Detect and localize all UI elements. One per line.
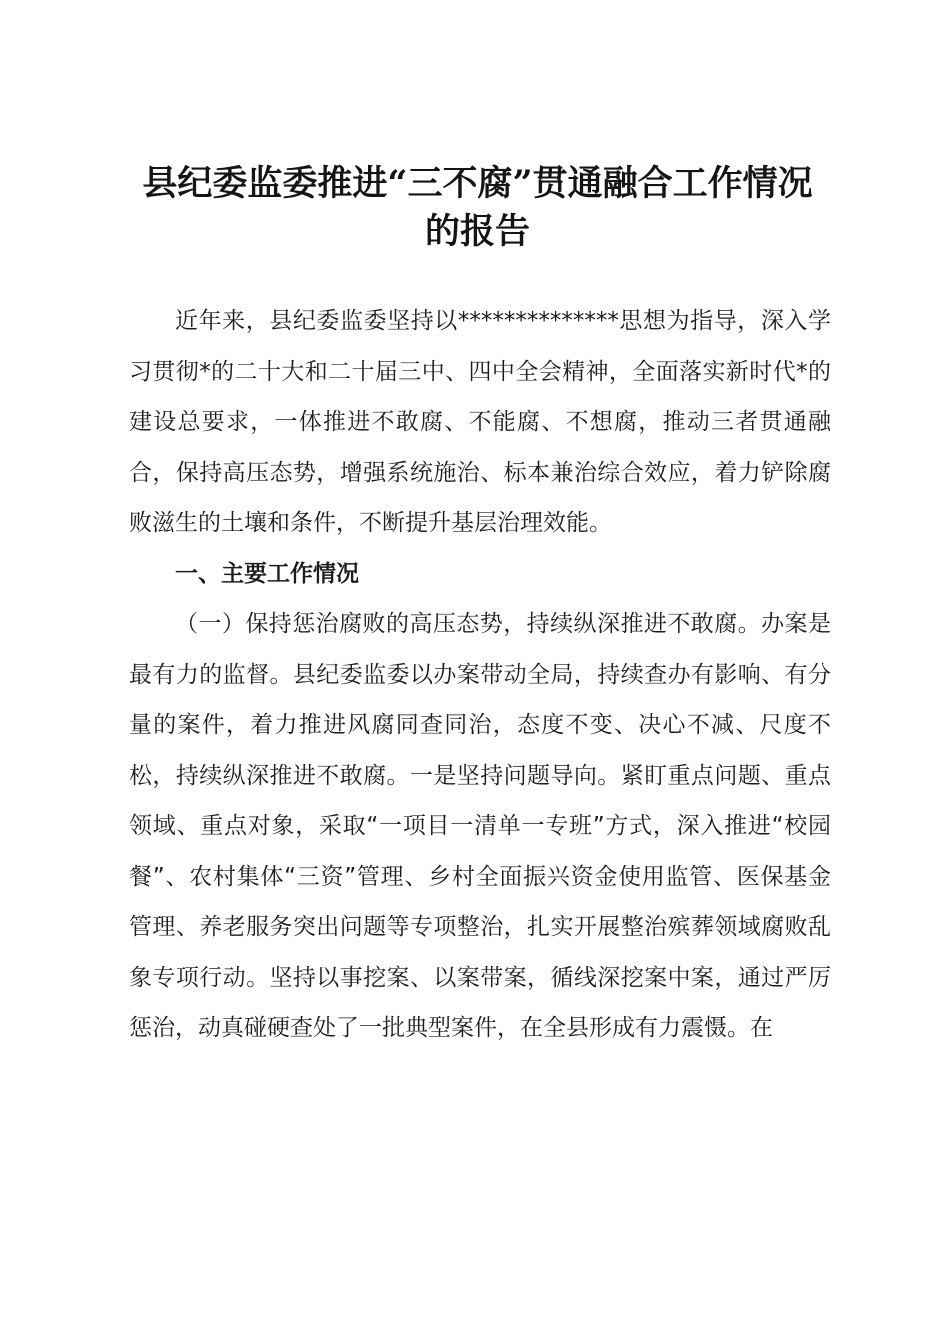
section-heading: 一、主要工作情况 bbox=[175, 560, 359, 587]
document-body bbox=[129, 296, 831, 1054]
title-line-2: 的报告 bbox=[424, 211, 530, 252]
document-title bbox=[120, 160, 835, 256]
intro-paragraph: 近年来，县纪委监委坚持以**************思想为指导，深入学习贯彻*的二十大和二十届三中、四中全会精神，全面落实新时代*的建设总要求，一体推进不敢腐、不能腐、不想腐，推动三者贯通融合，保持高压态势，增强系统施治、标本兼治综合效应，着力铲除腐败滋生的土壤和条件，不断提升基层治理效能。 bbox=[129, 308, 831, 536]
title-line-1: 县纪委监委推进“三不腐”贯通融合工作情况 bbox=[142, 163, 813, 204]
subsection-paragraph: （一）保持惩治腐败的高压态势，持续纵深推进不敢腐。办案是最有力的监督。县纪委监委以办案带动全局，持续查办有影响、有分量的案件，着力推进风腐同查同治，态度不变、决心不减、尺度不松，持续纵深推进不敢腐。一是坚持问题导向。紧盯重点问题、重点领域、重点对象，采取“一项目一清单一专班”方式，深入推进“校园餐”、农村集体“三资”管理、乡村全面振兴资金使用监管、医保基金管理、养老服务突出问题等专项整治，扎实开展整治殡葬领域腐败乱象专项行动。坚持以事挖案、以案带案，循线深挖案中案，通过严厉惩治，动真碰硬查处了一批典型案件，在全县形成有力震慑。在 bbox=[129, 611, 831, 1041]
